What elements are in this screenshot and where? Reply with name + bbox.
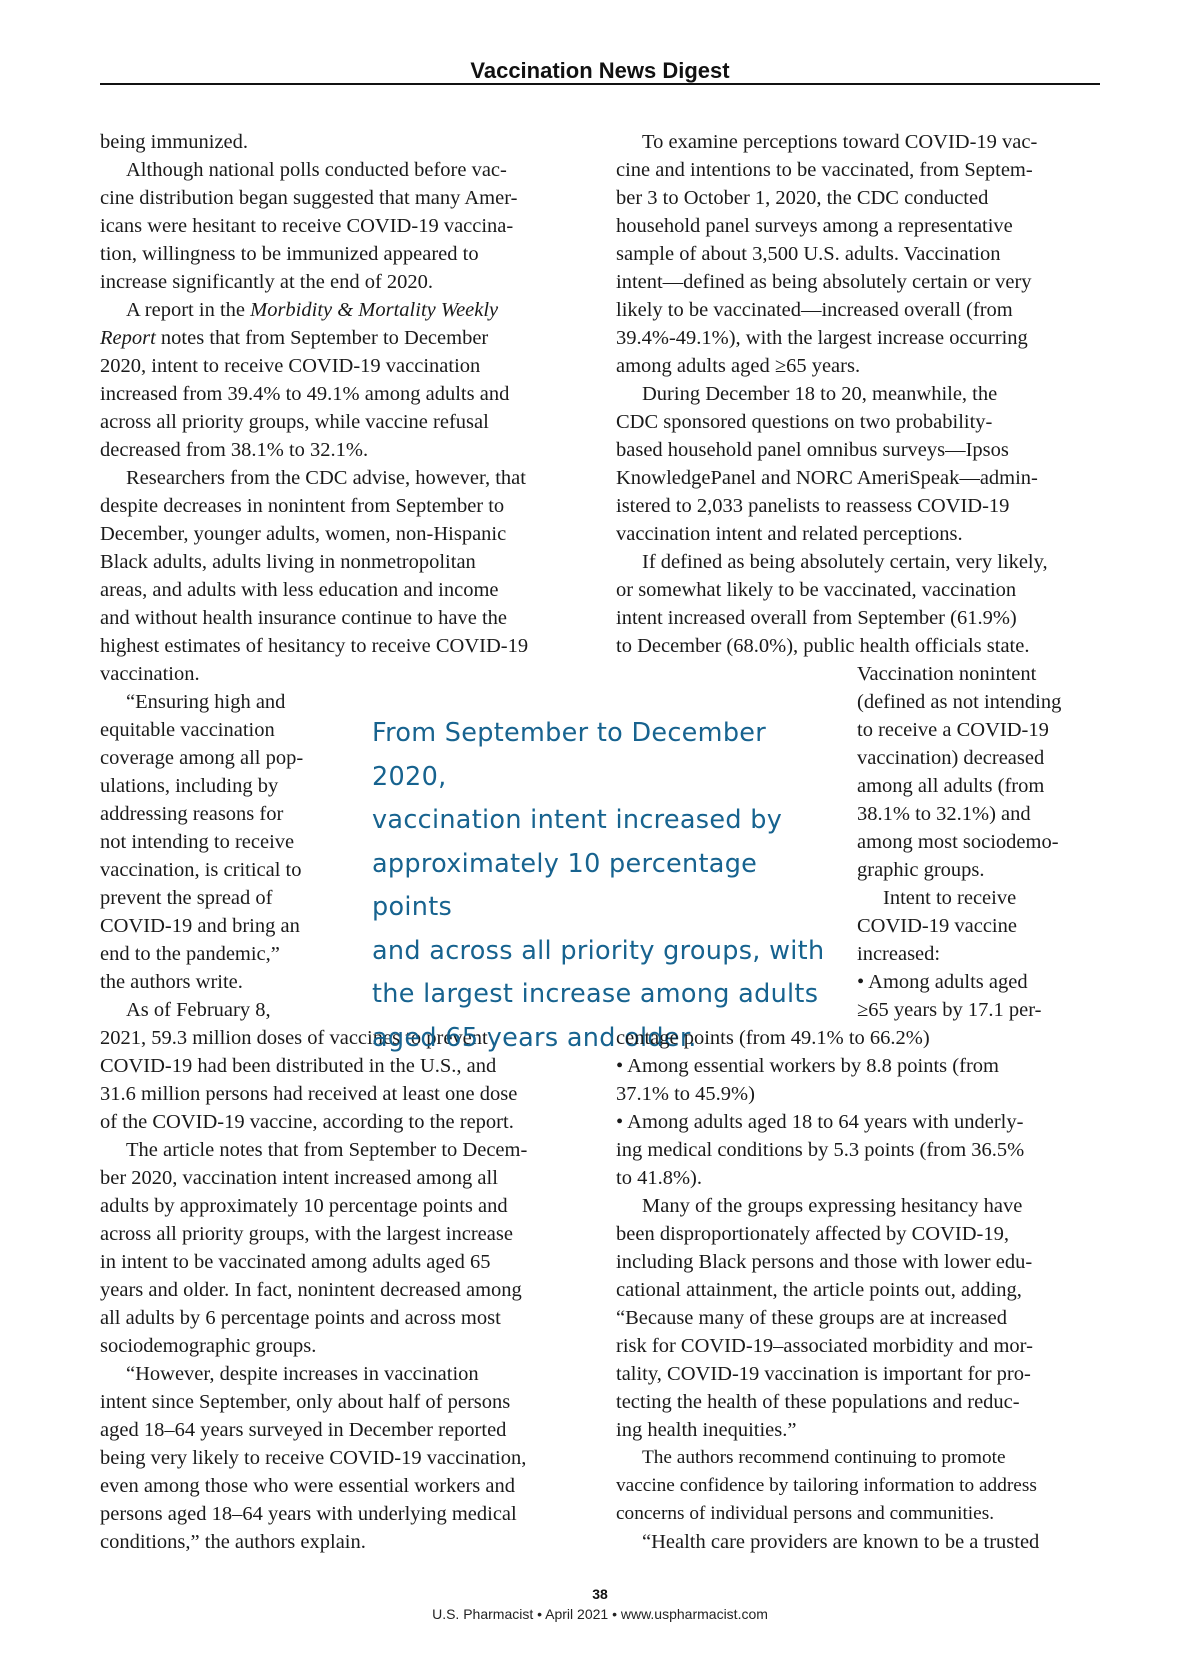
right-bullets: centage points (from 49.1% to 66.2%) • Among essential workers by 8.8 points (from 37.1% to 45.9%) • Among adults aged 18 to 64 years with underly- ing medical conditions by 5.3 points (from 36.5% to 41.8%).: [616, 1027, 1025, 1189]
left-paragraph-7: The article notes that from September to Decem- ber 2020, vaccination intent increased among all adults by approximately 10 percentage points and across all priority groups, with the largest increase in intent to be vaccinated among adults aged 65 years and older. In fact, nonintent decreased among all adults by 6 percentage points and across most sociodemographic groups.: [100, 1139, 528, 1357]
left-paragraph-5: “Ensuring high and equitable vaccination coverage among all pop- ulations, including by addressing reasons for not intending to receive vaccination, is critical to prevent the spread of COVID-19 and bring an end to the pandemic,” the authors write.: [100, 691, 304, 993]
right-paragraph-3: If defined as being absolutely certain, very likely, or somewhat likely to be vaccinated, vaccination intent increased overall from September (61.9%) to December (68.0%), public health officials state.: [616, 551, 1048, 657]
header-rule: [100, 83, 1100, 85]
left-paragraph-2: Although national polls conducted before vac- cine distribution began suggested that many Amer- icans were hesitant to receive COVID-19 vaccina- tion, willingness to be immunized appeared to increase significantly at the end of 2020.: [100, 159, 518, 293]
left-paragraph-8: “However, despite increases in vaccination intent since September, only about half of persons aged 18–64 years surveyed in December reported being very likely to receive COVID-19 vaccination, even among those who were essential workers and persons aged 18–64 years with underlying medical conditions,” the authors explain.: [100, 1363, 527, 1553]
report-lead: A report in the: [126, 299, 251, 321]
report-rest: notes that from September to December 2020, intent to receive COVID-19 vaccination increased from 39.4% to 49.1% among adults and across all priority groups, while vaccine refusal decreased from 38.1% to 32.1%.: [100, 327, 510, 461]
left-paragraph-1: being immunized.: [100, 131, 249, 153]
left-paragraph-3: [100, 296, 570, 464]
left-paragraph-4: Researchers from the CDC advise, however, that despite decreases in nonintent from September to December, younger adults, women, non-Hispanic Black adults, adults living in nonmetropolitan areas, and adults with less education and income and without health insurance continue to have the highest estimates of hesitancy to receive COVID-19 vaccination.: [100, 467, 529, 685]
footer-publication-line: U.S. Pharmacist • April 2021 • www.uspharmacist.com: [432, 1606, 768, 1622]
pull-quote: From September to December 2020, vaccination intent increased by approximately 10 percentage points and across all priority groups, with the largest increase among adults aged 65 years and older.: [372, 718, 825, 1053]
right-paragraph-6: Many of the groups expressing hesitancy have been disproportionately affected by COVID-19, including Black persons and those with lower edu- cational attainment, the article points out, adding, “Because many of these groups are at increased risk for COVID-19–associated morbidity and mor- tality, COVID-19 vaccination is important for pro- tecting the health of these populations and reduc- ing health inequities.”: [616, 1195, 1033, 1441]
page-header-title: Vaccination News Digest: [470, 58, 730, 83]
right-paragraph-5: Intent to receive COVID-19 vaccine increased: • Among adults aged ≥65 years by 17.1 per-: [857, 887, 1042, 1021]
right-paragraph-1: To examine perceptions toward COVID-19 vac- cine and intentions to be vaccinated, from Septem- ber 3 to October 1, 2020, the CDC conducted household panel surveys among a representative sample of about 3,500 U.S. adults. Vaccination intent—defined as being absolutely certain or very likely to be vaccinated—increased overall (from 39.4%-49.1%), with the largest increase occurring among adults aged ≥65 years.: [616, 131, 1038, 377]
left-paragraph-6: As of February 8, 2021, 59.3 million doses of vaccines to prevent COVID-19 had been distributed in the U.S., and 31.6 million persons had received at least one dose of the COVID-19 vaccine, according to the report.: [100, 999, 518, 1133]
right-paragraph-2: During December 18 to 20, meanwhile, the CDC sponsored questions on two probability- based household panel omnibus surveys—Ipsos KnowledgePanel and NORC AmeriSpeak—admin- istered to 2,033 panelists to reassess COVID-19 vaccination intent and related perceptions.: [616, 383, 1038, 545]
journal-title: Morbidity & Mortality Weekly Report: [100, 299, 499, 349]
page-number: 38: [592, 1586, 608, 1602]
right-paragraph-7: The authors recommend continuing to promote vaccine confidence by tailoring information to address concerns of individual persons and communities.: [616, 1447, 1037, 1524]
right-paragraph-4: Vaccination nonintent (defined as not intending to receive a COVID-19 vaccination) decreased among all adults (from 38.1% to 32.1%) and among most sociodemo- graphic groups.: [857, 663, 1062, 881]
right-paragraph-8: “Health care providers are known to be a trusted: [642, 1531, 1040, 1553]
